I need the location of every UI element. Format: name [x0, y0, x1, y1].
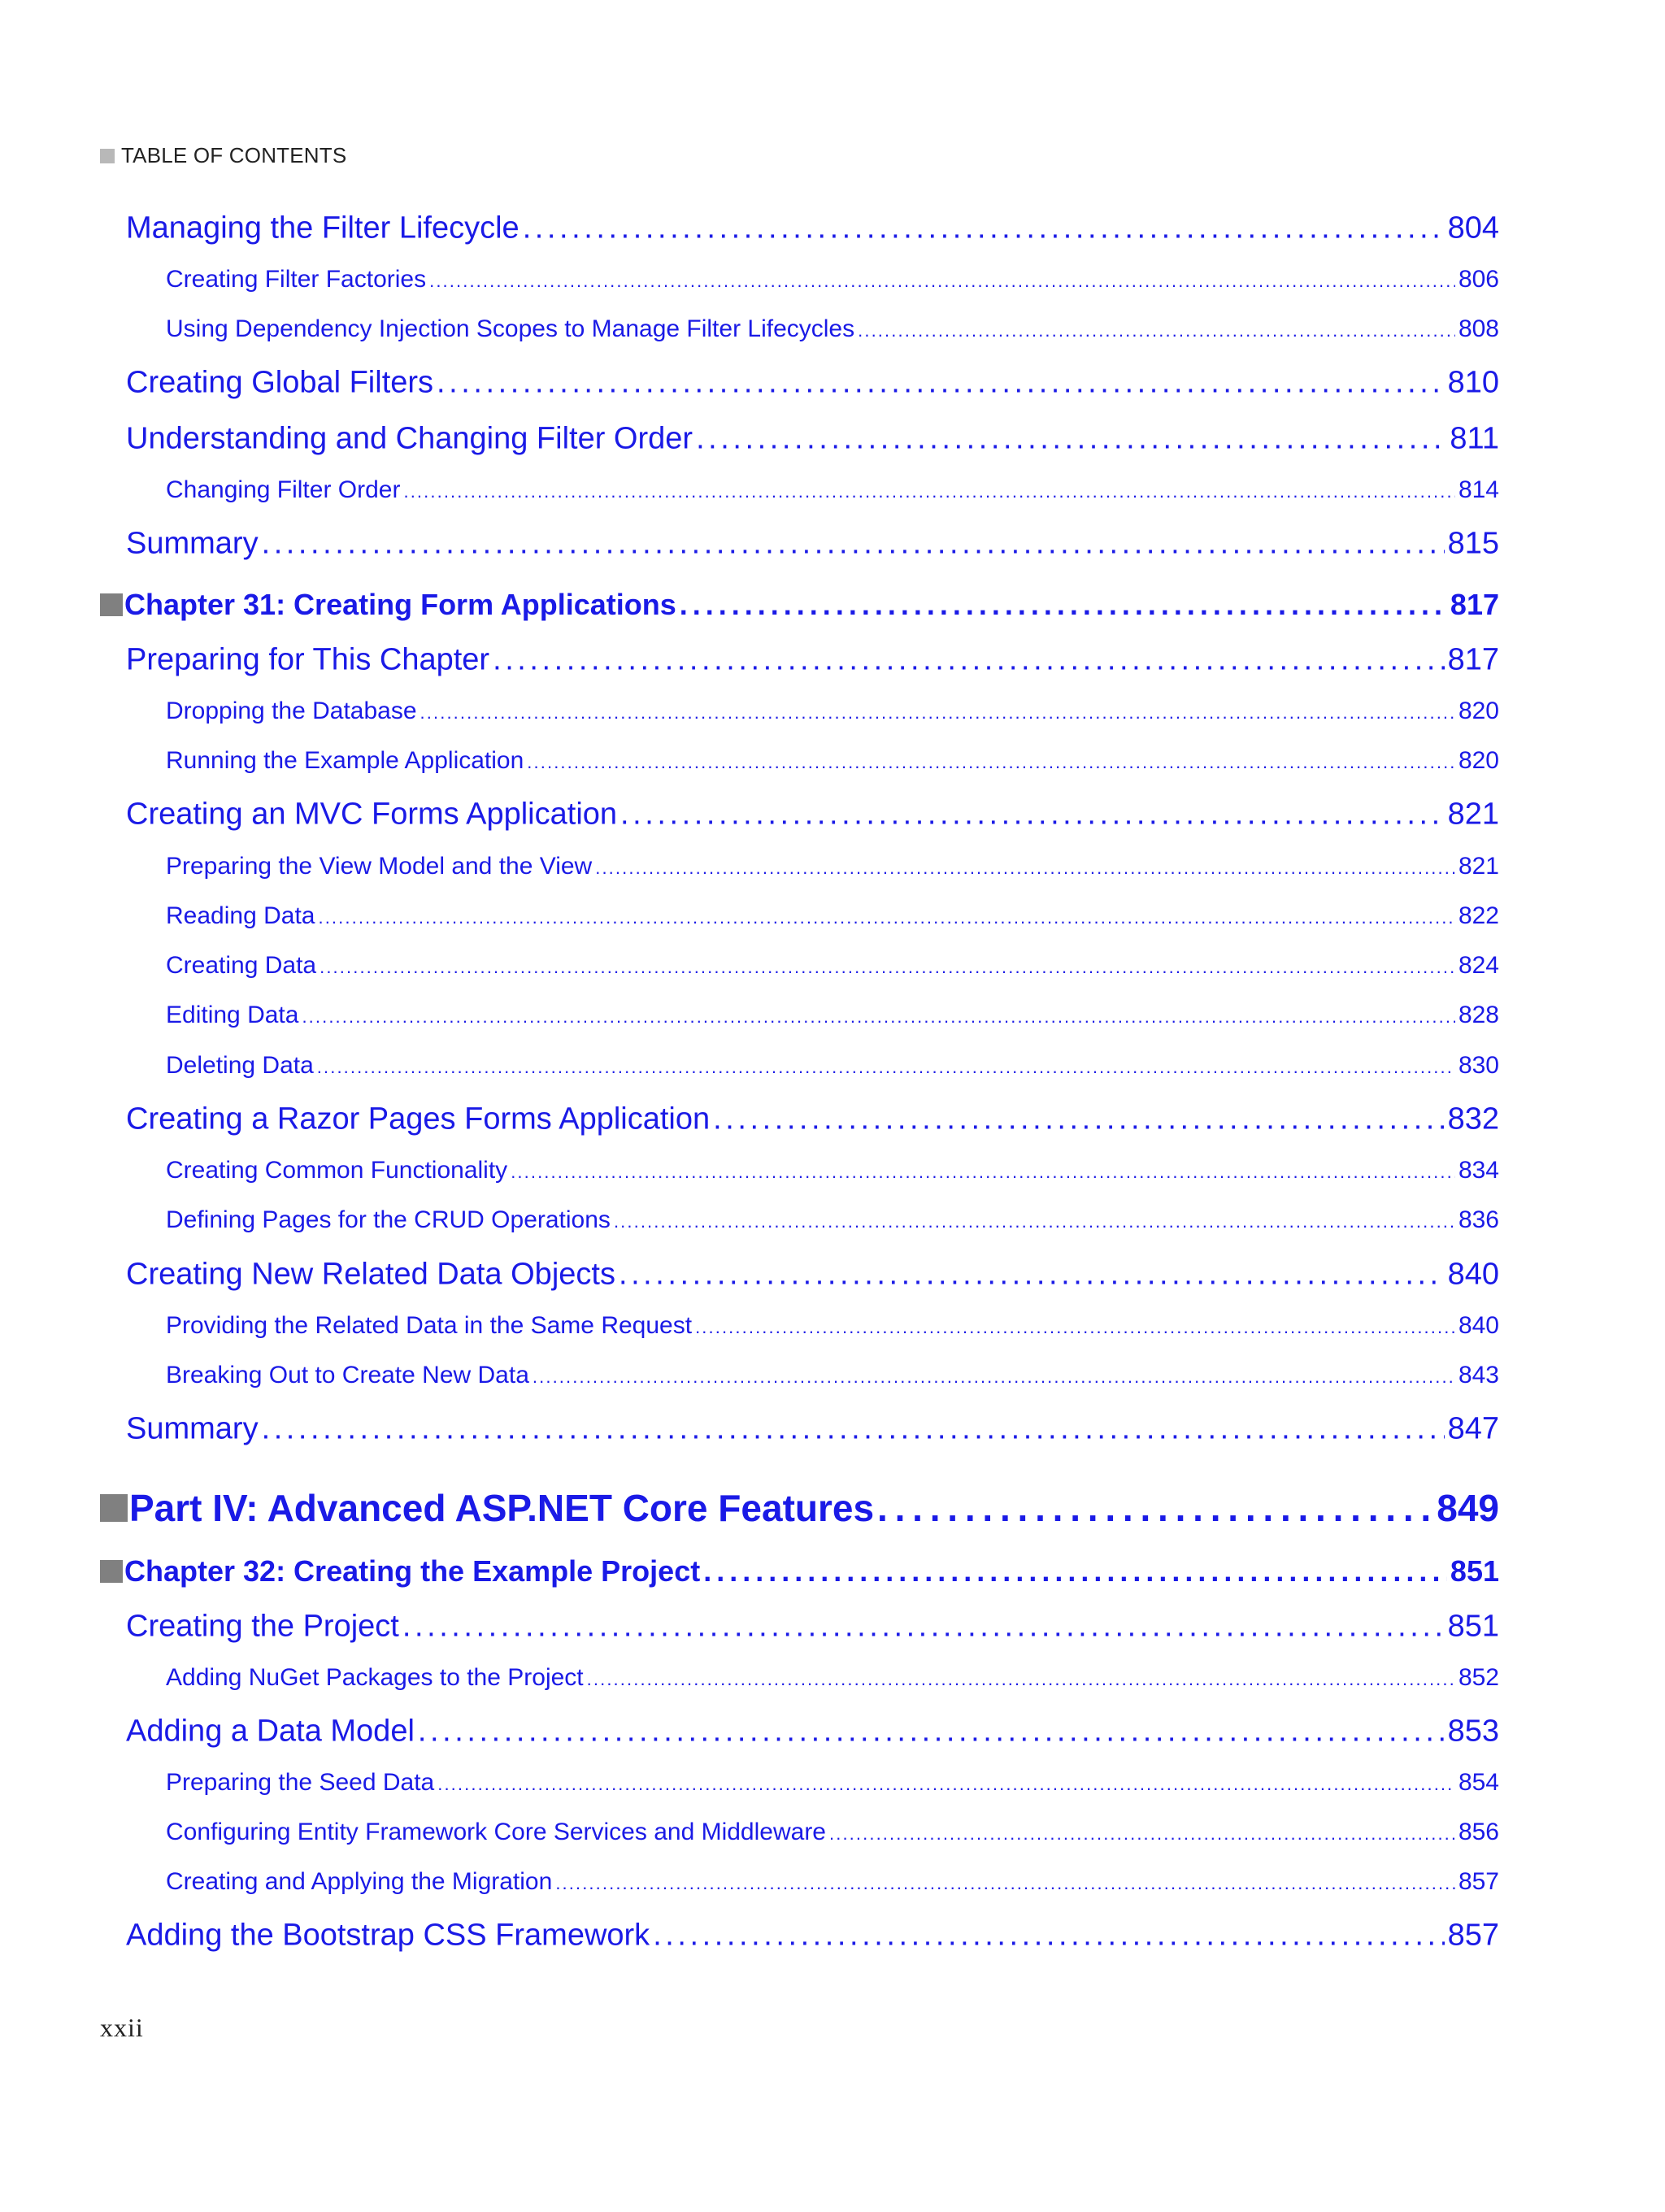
toc-entry-page: 820 [1458, 747, 1499, 774]
toc-entry-page: 840 [1458, 1312, 1499, 1339]
toc-entry-section[interactable] [126, 1714, 1499, 1749]
toc-entry-chapter[interactable] [100, 1554, 1499, 1588]
dot-leader [614, 1211, 1455, 1232]
toc-entry-subsection[interactable] [166, 697, 1499, 725]
toc-entry-title: Creating the Project [126, 1609, 399, 1644]
toc-entry-title: Breaking Out to Create New Data [166, 1362, 529, 1388]
dot-leader [713, 1102, 1444, 1137]
toc-entry-title: Creating Global Filters [126, 365, 434, 400]
toc-entry-page: 836 [1458, 1206, 1499, 1233]
toc-entry-page: 822 [1458, 902, 1499, 929]
toc-entry-page: 808 [1458, 315, 1499, 342]
toc-entry-page: 851 [1447, 1609, 1499, 1644]
toc-entry-page: 854 [1458, 1769, 1499, 1796]
toc-entry-subsection[interactable] [166, 1769, 1499, 1797]
toc-entry-subsection[interactable] [166, 1002, 1499, 1029]
dot-leader [493, 643, 1445, 678]
toc-entry-page: 830 [1458, 1052, 1499, 1079]
toc-entry-page: 852 [1458, 1664, 1499, 1691]
dot-leader [695, 1317, 1455, 1338]
toc-entry-subsection[interactable] [166, 1157, 1499, 1184]
toc-entry-title: Part IV: Advanced ASP.NET Core Features [129, 1487, 875, 1529]
dot-leader [696, 422, 1446, 457]
chapter-square-icon [100, 1560, 123, 1583]
toc-entry-section[interactable] [126, 1102, 1499, 1137]
toc-entry-page: 849 [1437, 1487, 1499, 1529]
chapter-square-icon [100, 593, 123, 616]
toc-entry-page: 824 [1458, 952, 1499, 979]
toc-entry-title: Defining Pages for the CRUD Operations [166, 1206, 611, 1233]
dot-leader [829, 1823, 1455, 1845]
part-square-icon [100, 1494, 128, 1522]
toc-entry-title: Deleting Data [166, 1052, 314, 1079]
toc-entry-page: 820 [1458, 697, 1499, 724]
dot-leader [653, 1919, 1444, 1953]
toc-entry-title: Reading Data [166, 902, 315, 929]
toc-entry-subsection[interactable] [166, 902, 1499, 930]
toc-entry-title: Preparing the View Model and the View [166, 853, 593, 880]
toc-entry-section[interactable] [126, 366, 1499, 401]
toc-entry-page: 817 [1447, 642, 1499, 677]
toc-entry-subsection[interactable] [166, 266, 1499, 293]
toc-entry-title: Creating New Related Data Objects [126, 1257, 615, 1292]
toc-entry-title: Using Dependency Injection Scopes to Manage Filter Lifecycles [166, 315, 855, 342]
toc-entry-subsection[interactable] [166, 315, 1499, 343]
toc-entry-title: Creating Filter Factories [166, 266, 427, 293]
toc-entry-subsection[interactable] [166, 1664, 1499, 1692]
dot-leader [262, 1412, 1445, 1447]
toc-entry-subsection[interactable] [166, 853, 1499, 880]
dot-leader [302, 1006, 1455, 1028]
toc-entry-subsection[interactable] [166, 1362, 1499, 1389]
dot-leader [317, 1057, 1455, 1078]
dot-leader [511, 1162, 1455, 1183]
toc-entry-part[interactable] [100, 1486, 1499, 1530]
toc-entry-section[interactable] [126, 1610, 1499, 1645]
dot-leader [320, 957, 1455, 978]
header-square-icon [100, 149, 115, 163]
toc-entry-page: 804 [1447, 211, 1499, 246]
toc-entry-page: 806 [1458, 266, 1499, 293]
dot-leader [523, 211, 1445, 246]
toc-entry-title: Creating Data [166, 952, 317, 979]
toc-entry-title: Editing Data [166, 1002, 299, 1028]
toc-entry-page: 832 [1447, 1102, 1499, 1136]
toc-entry-title: Running the Example Application [166, 747, 524, 774]
toc-entry-page: 815 [1447, 526, 1499, 561]
toc-entry-title: Adding NuGet Packages to the Project [166, 1664, 584, 1691]
toc-entry-page: 821 [1447, 797, 1499, 832]
toc-entry-chapter[interactable] [100, 588, 1499, 622]
toc-entry-title: Providing the Related Data in the Same Request [166, 1312, 693, 1339]
toc-entry-section[interactable] [126, 643, 1499, 678]
toc-entry-subsection[interactable] [166, 476, 1499, 504]
toc-entry-subsection[interactable] [166, 1206, 1499, 1234]
dot-leader [619, 1258, 1445, 1293]
toc-entry-title: Summary [126, 526, 259, 561]
toc-entry-subsection[interactable] [166, 1052, 1499, 1080]
toc-entry-title: Configuring Entity Framework Core Services and Middleware [166, 1819, 826, 1845]
toc-entry-title: Dropping the Database [166, 697, 417, 724]
toc-entry-title: Summary [126, 1411, 259, 1446]
toc-entry-page: 853 [1447, 1714, 1499, 1749]
dot-leader [877, 1486, 1433, 1530]
dot-leader [858, 320, 1455, 341]
toc-entry-page: 857 [1447, 1918, 1499, 1953]
toc-entry-page: 856 [1458, 1819, 1499, 1845]
toc-entry-page: 834 [1458, 1157, 1499, 1184]
toc-entry-page: 814 [1458, 476, 1499, 503]
toc-entry-page: 828 [1458, 1002, 1499, 1028]
toc-entry-subsection[interactable] [166, 1312, 1499, 1340]
dot-leader [555, 1873, 1455, 1894]
dot-leader [437, 1774, 1455, 1795]
dot-leader [402, 1610, 1445, 1645]
page-number: xxii [100, 2013, 144, 2042]
toc-entry-section[interactable] [126, 527, 1499, 562]
running-header [100, 143, 346, 168]
dot-leader [437, 366, 1445, 401]
toc-entry-page: 817 [1450, 588, 1499, 621]
toc-entry-title: Creating a Razor Pages Forms Application [126, 1102, 711, 1136]
toc-entry-title: Chapter 32: Creating the Example Project [124, 1554, 701, 1588]
dot-leader [418, 1714, 1445, 1749]
toc-entry-title: Adding a Data Model [126, 1714, 415, 1749]
toc-entry-page: 847 [1447, 1411, 1499, 1446]
toc-entry-page: 843 [1458, 1362, 1499, 1388]
dot-leader [429, 271, 1455, 292]
toc-entry-section[interactable] [126, 797, 1499, 832]
toc-entry-title: Adding the Bootstrap CSS Framework [126, 1918, 650, 1953]
dot-leader [680, 588, 1447, 622]
dot-leader [533, 1367, 1455, 1388]
dot-leader [595, 858, 1455, 879]
toc-entry-title: Understanding and Changing Filter Order [126, 421, 693, 456]
dot-leader [620, 797, 1445, 832]
dot-leader [262, 527, 1445, 562]
toc-entry-section[interactable] [126, 211, 1499, 246]
toc-entry-title: Changing Filter Order [166, 476, 401, 503]
dot-leader [703, 1554, 1447, 1588]
dot-leader [318, 907, 1454, 928]
toc-entry-title: Creating and Applying the Migration [166, 1868, 553, 1895]
toc-entry-section[interactable] [126, 1919, 1499, 1953]
toc-entry-page: 811 [1450, 421, 1499, 456]
toc-entry-title: Managing the Filter Lifecycle [126, 211, 519, 246]
dot-leader [527, 752, 1455, 773]
toc-entry-page: 857 [1458, 1868, 1499, 1895]
toc-entry-section[interactable] [126, 1412, 1499, 1447]
toc-entry-subsection[interactable] [166, 952, 1499, 980]
toc-entry-subsection[interactable] [166, 1819, 1499, 1846]
dot-leader [403, 481, 1454, 502]
toc-entry-section[interactable] [126, 422, 1499, 457]
toc-entry-title: Chapter 31: Creating Form Applications [124, 588, 676, 621]
toc-entry-title: Creating an MVC Forms Application [126, 797, 618, 832]
toc-entry-subsection[interactable] [166, 1868, 1499, 1896]
toc-entry-page: 840 [1447, 1257, 1499, 1292]
toc-entry-page: 851 [1450, 1554, 1499, 1588]
toc-entry-page: 810 [1447, 365, 1499, 400]
toc-entry-title: Preparing the Seed Data [166, 1769, 435, 1796]
toc-entry-title: Preparing for This Chapter [126, 642, 490, 677]
toc-entry-subsection[interactable] [166, 747, 1499, 775]
toc-entry-page: 821 [1458, 853, 1499, 880]
dot-leader [587, 1669, 1455, 1690]
header-label: TABLE OF CONTENTS [121, 143, 347, 167]
toc-entry-title: Creating Common Functionality [166, 1157, 508, 1184]
toc-entry-section[interactable] [126, 1258, 1499, 1293]
dot-leader [420, 702, 1455, 724]
